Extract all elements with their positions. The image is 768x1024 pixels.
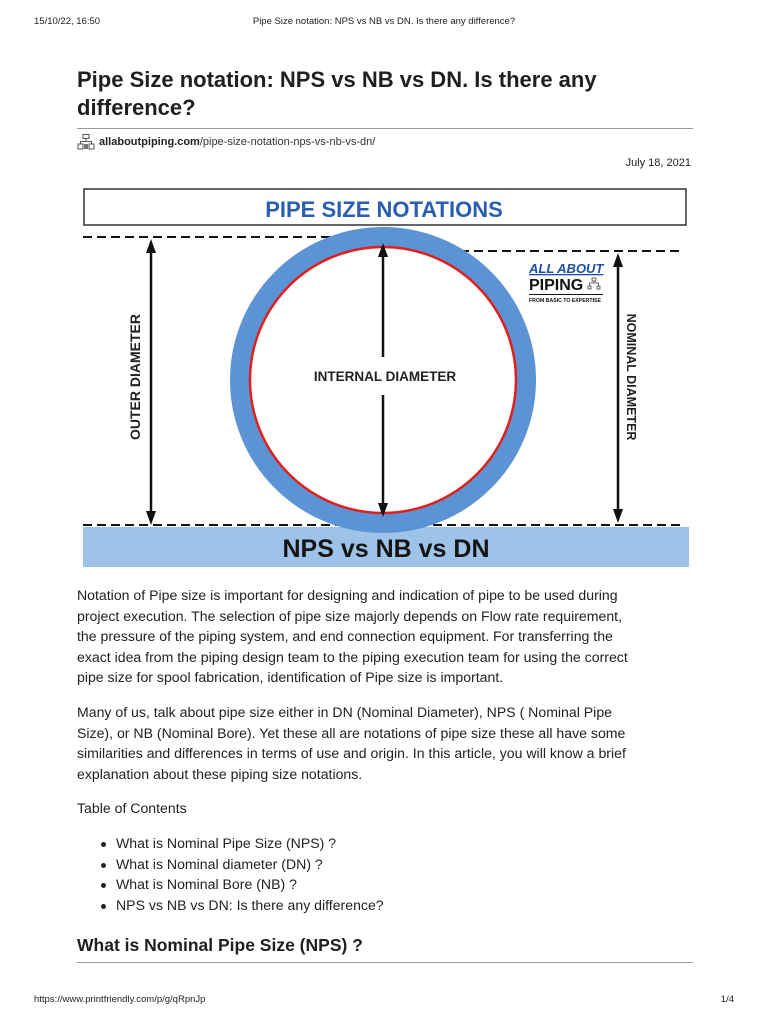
toc-item-dn[interactable]: What is Nominal diameter (DN) ? xyxy=(77,854,384,875)
print-page-title: Pipe Size notation: NPS vs NB vs DN. Is there any difference? xyxy=(252,16,516,27)
internal-diameter-label: INTERNAL DIAMETER xyxy=(313,369,457,384)
section-heading-nps: What is Nominal Pipe Size (NPS) ? xyxy=(77,935,363,955)
toc-item-nb[interactable]: What is Nominal Bore (NB) ? xyxy=(77,874,384,895)
toc-title: Table of Contents xyxy=(77,800,187,816)
source-path: /pipe-size-notation-nps-vs-nb-vs-dn/ xyxy=(199,136,376,148)
toc-list xyxy=(77,833,384,916)
nominal-diameter-label: NOMINAL DIAMETER xyxy=(624,313,638,441)
bullet-icon xyxy=(101,883,106,888)
section-divider xyxy=(77,962,693,963)
toc-item-nps[interactable]: What is Nominal Pipe Size (NPS) ? xyxy=(77,833,384,854)
site-logo-icon xyxy=(77,134,95,150)
print-footer xyxy=(34,994,734,1008)
figure-footer-text: NPS vs NB vs DN xyxy=(282,535,490,563)
source-domain: allaboutpiping.com xyxy=(99,136,200,148)
logo-line-2: PIPING xyxy=(529,277,584,294)
article-title: Pipe Size notation: NPS vs NB vs DN. Is there any difference? xyxy=(77,67,597,120)
page-number: 1/4 xyxy=(720,994,734,1005)
figure-banner-text: PIPE SIZE NOTATIONS xyxy=(265,197,503,222)
logo-line-1: ALL ABOUT xyxy=(529,261,604,276)
pipe-size-figure xyxy=(83,187,689,567)
print-datetime: 15/10/22, 16:50 xyxy=(34,16,101,27)
bullet-icon xyxy=(101,904,106,909)
toc-item-difference[interactable]: NPS vs NB vs DN: Is there any difference? xyxy=(77,895,384,916)
source-link[interactable] xyxy=(77,134,375,150)
logo-tagline: FROM BASIC TO EXPERTISE xyxy=(529,298,601,304)
print-url[interactable]: https://www.printfriendly.com/p/g/qRpnJp xyxy=(34,994,206,1005)
bullet-icon xyxy=(101,842,106,847)
bullet-icon xyxy=(101,863,106,868)
all-about-piping-logo xyxy=(528,261,604,304)
publish-date: July 18, 2021 xyxy=(625,157,691,169)
title-divider xyxy=(77,128,693,129)
print-header xyxy=(34,16,734,30)
outer-diameter-label: OUTER DIAMETER xyxy=(127,314,143,440)
intro-paragraph: Notation of Pipe size is important for designing and indication of pipe to be used during project execution. The selection of pipe size majorly depends on Flow rate requirement, the pressure of the piping system, and end connection equipment. For transferring the exact idea from the piping design team to the piping execution team for using the correct pipe size for spool fabrication, identification of Pipe size is important. xyxy=(77,587,628,685)
notation-paragraph: Many of us, talk about pipe size either in DN (Nominal Diameter), NPS ( Nominal Pipe Size), or NB (Nominal Bore). Yet these all are notations of pipe size these all have some similarities and differences in terms of use and origin. In this article, you will know a brief explanation about these piping size notations. xyxy=(77,704,626,782)
